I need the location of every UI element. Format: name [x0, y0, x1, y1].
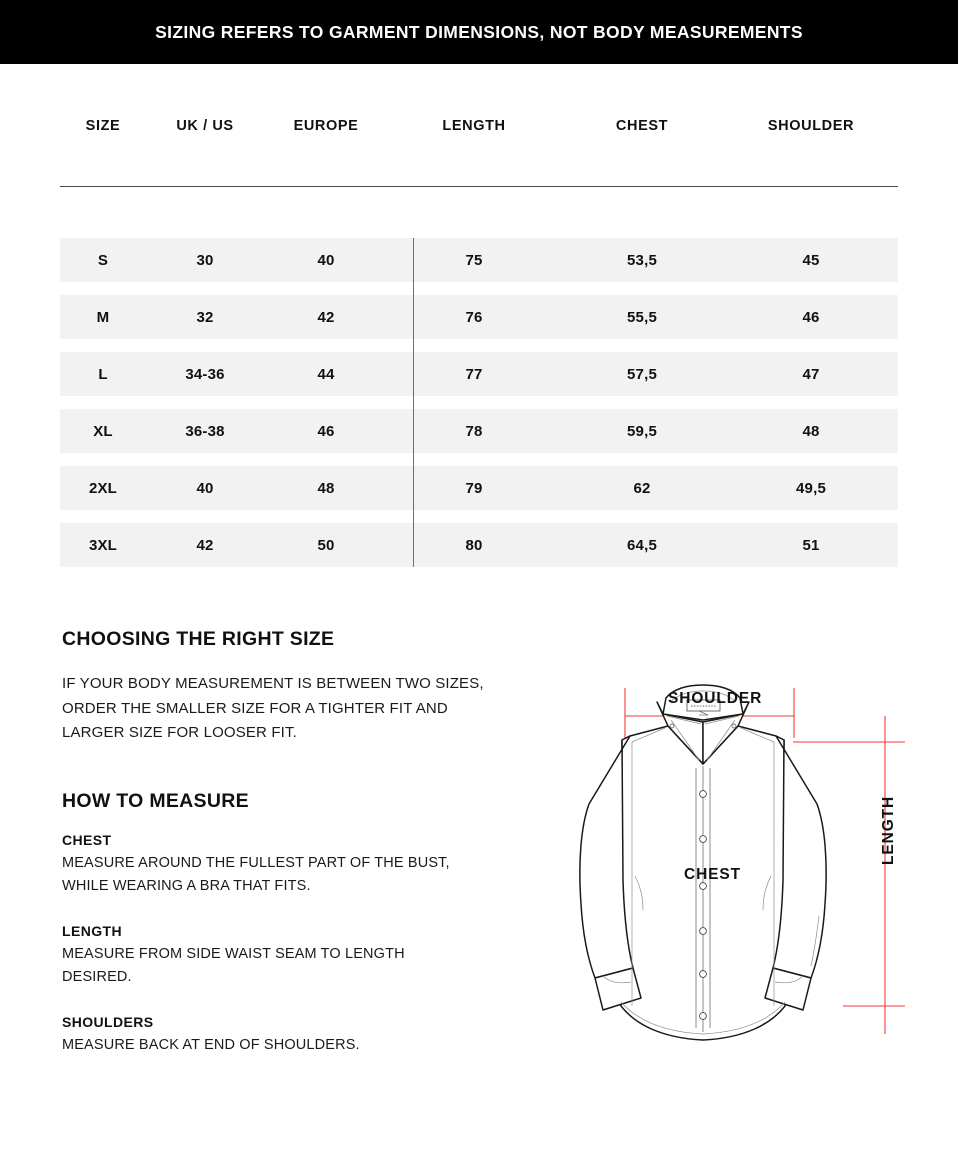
- measure-chest-line-2: WHILE WEARING A BRA THAT FITS.: [62, 877, 311, 894]
- cell-length: 79: [465, 479, 483, 497]
- button-icon: [700, 928, 707, 935]
- choosing-heading: CHOOSING THE RIGHT SIZE: [62, 628, 335, 650]
- cell-shoulder: 46: [802, 308, 820, 326]
- cell-shoulder: 51: [802, 536, 820, 554]
- collar-button-icon: [732, 724, 736, 728]
- diagram-label-shoulder: SHOULDER: [668, 690, 763, 707]
- choosing-body: [62, 672, 562, 746]
- measure-desc-length: [62, 943, 562, 989]
- cell-length: 80: [465, 536, 483, 554]
- notice-banner: [0, 0, 958, 64]
- table-column-divider: [413, 238, 414, 567]
- button-icon: [700, 836, 707, 843]
- cell-chest: 57,5: [627, 365, 657, 383]
- cell-shoulder: 49,5: [796, 479, 826, 497]
- button-icon: [700, 1013, 707, 1020]
- measure-length-line-2: DESIRED.: [62, 968, 132, 985]
- measure-item-chest: [62, 832, 562, 898]
- cell-uk-us: 42: [196, 536, 214, 554]
- shirt-diagram: [575, 676, 958, 1106]
- size-chart-table: [60, 100, 898, 554]
- measure-length-line-1: MEASURE FROM SIDE WAIST SEAM TO LENGTH: [62, 945, 405, 962]
- notice-banner-text: SIZING REFERS TO GARMENT DIMENSIONS, NOT BODY MEASUREMENTS: [155, 21, 803, 42]
- table-header-row: [60, 100, 898, 152]
- measure-desc-shoulders: [62, 1034, 562, 1057]
- cell-shoulder: 45: [802, 251, 820, 269]
- column-header-uk-us: UK / US: [176, 118, 234, 134]
- size-table-header: [60, 100, 898, 152]
- table-body: [60, 238, 898, 567]
- shirt-technical-drawing-svg: [575, 676, 958, 1106]
- measure-item-length: [62, 923, 562, 989]
- diagram-label-length: LENGTH: [880, 795, 897, 865]
- cell-chest: 62: [633, 479, 651, 497]
- cell-europe: 44: [317, 365, 335, 383]
- cell-size: XL: [93, 422, 113, 440]
- table-row: [60, 466, 898, 510]
- collar-button-icon: [670, 724, 674, 728]
- table-row: [60, 523, 898, 567]
- table-row: [60, 238, 898, 282]
- cell-uk-us: 32: [196, 308, 214, 326]
- cell-chest: 53,5: [627, 251, 657, 269]
- section-spacer: [62, 746, 562, 790]
- measure-shoulders-line-1: MEASURE BACK AT END OF SHOULDERS.: [62, 1036, 360, 1053]
- choosing-line-2: ORDER THE SMALLER SIZE FOR A TIGHTER FIT AND: [62, 699, 448, 717]
- button-icon: [700, 791, 707, 798]
- choosing-line-3: LARGER SIZE FOR LOOSER FIT.: [62, 724, 297, 741]
- cell-length: 77: [465, 365, 483, 383]
- table-row: [60, 295, 898, 339]
- cell-europe: 46: [317, 422, 335, 440]
- table-row: [60, 409, 898, 453]
- table-header-divider: [60, 186, 898, 187]
- cell-chest: 55,5: [627, 308, 657, 326]
- guidance-section: [62, 628, 562, 1057]
- cell-size: L: [98, 365, 108, 383]
- table-row: [60, 352, 898, 396]
- cell-length: 75: [465, 251, 483, 269]
- measure-label-shoulders: SHOULDERS: [62, 1013, 154, 1030]
- cell-uk-us: 40: [196, 479, 214, 497]
- cell-uk-us: 34-36: [185, 365, 225, 383]
- measure-label-chest: CHEST: [62, 831, 112, 848]
- cell-length: 78: [465, 422, 483, 440]
- cell-uk-us: 36-38: [185, 422, 225, 440]
- cell-europe: 40: [317, 251, 335, 269]
- button-icon: [700, 971, 707, 978]
- cell-uk-us: 30: [196, 251, 214, 269]
- cell-shoulder: 48: [802, 422, 820, 440]
- diagram-label-chest: CHEST: [684, 866, 742, 883]
- column-header-size: SIZE: [85, 118, 121, 134]
- cell-size: M: [96, 308, 110, 326]
- cell-chest: 64,5: [627, 536, 657, 554]
- cell-size: 3XL: [88, 536, 118, 554]
- measure-item-shoulders: [62, 1014, 562, 1057]
- column-header-chest: CHEST: [615, 118, 669, 134]
- measure-chest-line-1: MEASURE AROUND THE FULLEST PART OF THE BUST,: [62, 854, 450, 871]
- column-header-shoulder: SHOULDER: [767, 118, 855, 134]
- cell-europe: 50: [317, 536, 335, 554]
- cell-chest: 59,5: [627, 422, 657, 440]
- cell-size: S: [97, 251, 109, 269]
- measure-desc-chest: [62, 852, 562, 898]
- measure-label-length: LENGTH: [62, 922, 122, 939]
- cell-shoulder: 47: [802, 365, 820, 383]
- column-header-length: LENGTH: [442, 118, 506, 134]
- column-header-europe: EUROPE: [293, 118, 359, 134]
- cell-length: 76: [465, 308, 483, 326]
- how-to-measure-heading: HOW TO MEASURE: [62, 789, 249, 812]
- choosing-line-1: IF YOUR BODY MEASUREMENT IS BETWEEN TWO SIZES,: [62, 675, 484, 692]
- cell-europe: 48: [317, 479, 335, 497]
- cell-europe: 42: [317, 308, 335, 326]
- cell-size: 2XL: [88, 479, 118, 497]
